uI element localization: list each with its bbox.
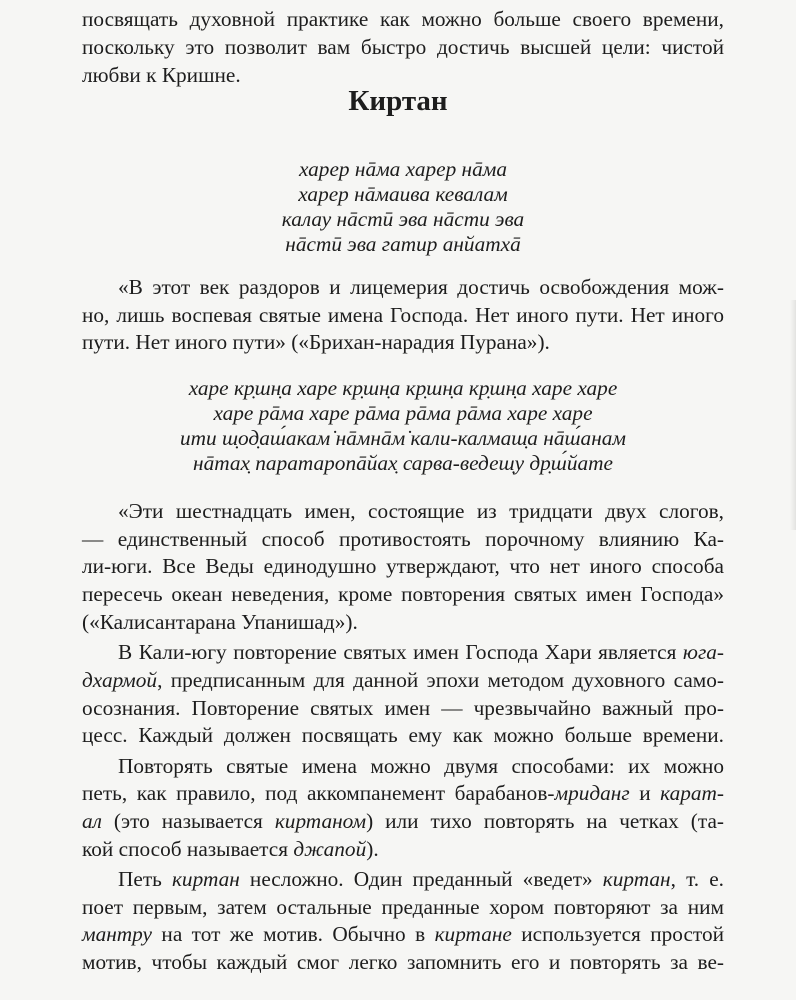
- verse-line: ити ш̣од̣аш́акам̇ нāмнāм̇ кали-калмаш̣а нāш́анам: [179, 426, 627, 451]
- text-line: но, лишь воспевая святые имена Господа. Нет иного пути. Нет иного: [82, 302, 724, 327]
- text-line: цесс. Каждый должен посвящать ему как можно больше времени.: [82, 723, 724, 748]
- text-line: Повторять святые имена можно двумя способами: их можно: [118, 753, 724, 778]
- text-line: пересечь океан неведения, кроме повторения святых имен Господа»: [82, 582, 724, 606]
- text-line: поскольку это позволит вам быстро достичь высшей цели: чистой: [82, 35, 724, 60]
- section-heading: Киртан: [348, 84, 448, 117]
- text-line: любви к Кришне.: [82, 62, 241, 87]
- text-line: Петь киртан несложно. Один преданный «ведет» киртан, т. е.: [118, 867, 724, 892]
- text-line: «Эти шестнадцать имен, состоящие из тридцати двух слогов,: [118, 499, 724, 523]
- text-line: кой способ называется джапой).: [82, 836, 379, 861]
- verse-line: нāтах̣ паратаропāйах̣ сарва-ведеш̣у др̣ш́йате: [193, 451, 613, 476]
- text-line: осознания. Повторение святых имен — чрезвычайно важный про-: [82, 695, 724, 720]
- verse-line: харе кр̣шн̣а харе кр̣шн̣а кр̣шн̣а кр̣шн̣а харе харе: [188, 376, 618, 401]
- verse-line: харер нāмаива кевалам: [298, 181, 508, 206]
- text-line: («Калисантарана Упанишад»).: [82, 609, 358, 634]
- verse-line: нāстӣ эва гатир анйатхā: [285, 231, 521, 256]
- text-line: пути. Нет иного пути» («Брихан-нарадия Пурана»).: [82, 330, 550, 355]
- text-line: — единственный способ противостоять порочному влиянию Ка-: [82, 526, 724, 551]
- text-line: ал (это называется киртаном) или тихо повторять на четках (та-: [82, 809, 724, 833]
- text-line: В Кали-югу повторение святых имен Господа Хари является юга-: [118, 640, 724, 665]
- verse-line: харе рāма харе рāма рāма рāма харе харе: [213, 401, 593, 426]
- text-line: дхармой, предписанным для данной эпохи методом духовного само-: [82, 667, 724, 692]
- text-line: петь, как правило, под аккомпанемент барабанов-мриданг и карат-: [82, 781, 724, 806]
- text-line: ли-юги. Все Веды единодушно утверждают, что нет иного способа: [82, 554, 724, 579]
- text-line: мотив, чтобы каждый смог легко запомнить его и повторять за ве-: [82, 950, 724, 975]
- text-line: «В этот век раздоров и лицемерия достичь освобождения мож-: [118, 274, 724, 299]
- verse-line: харер нāма харер нāма: [298, 156, 508, 181]
- text-line: мантру на тот же мотив. Обычно в киртане используется простой: [82, 922, 724, 947]
- page-edge-shadow: [790, 300, 796, 530]
- text-line: посвящать духовной практике как можно больше своего времени,: [82, 7, 724, 32]
- verse-line: калау нāстӣ эва нāсти эва: [281, 206, 525, 231]
- text-line: поет первым, затем остальные преданные хором повторяют за ним: [82, 894, 724, 919]
